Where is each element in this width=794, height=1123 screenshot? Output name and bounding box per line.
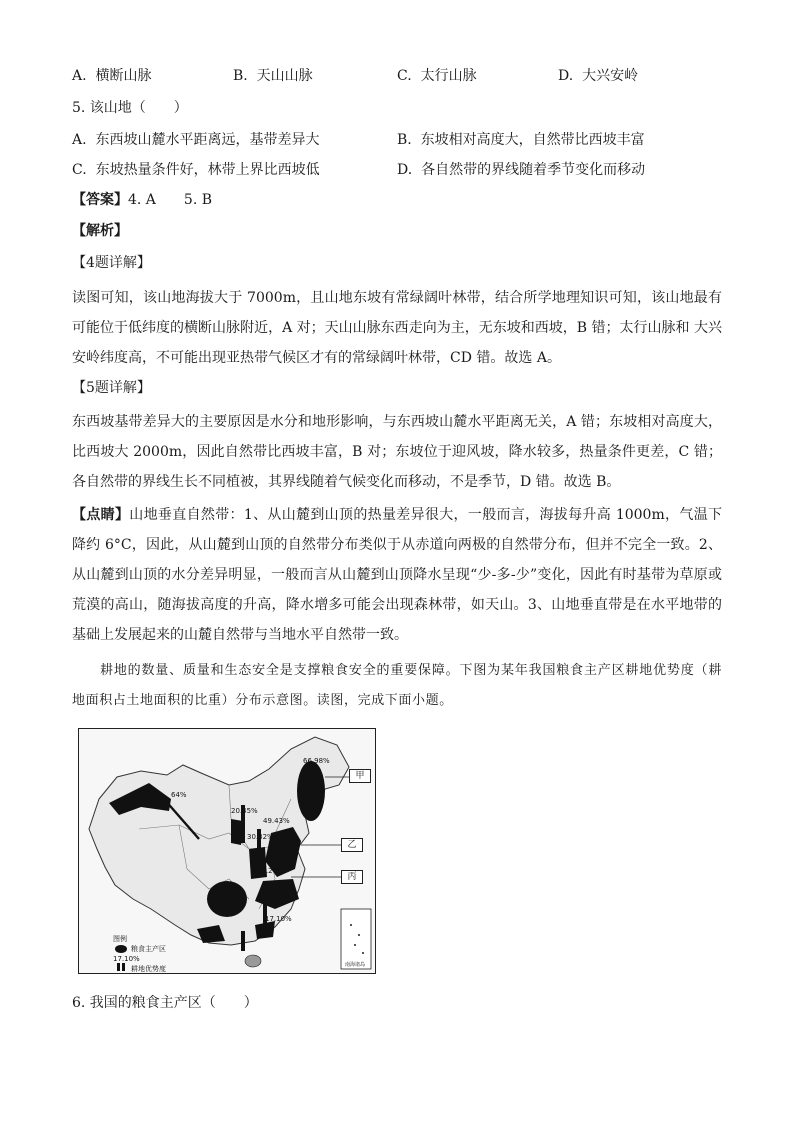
pct-label-3: 66.98% [303, 757, 330, 765]
region-sichuan [207, 881, 247, 917]
q5-stem: 5. 该山地（ ） [72, 100, 188, 116]
q4-option-c: C. 太行山脉 [397, 68, 477, 84]
legend-item-value: 17.10% [113, 955, 140, 963]
pointer-tag: 【点睛】 [72, 507, 130, 523]
south-china-sea-inset [341, 909, 371, 969]
pointer-text: 山地垂直自然带：1、从山麓到山顶的热量差异很大，一般而言，海拔每升高 1000m，气温下降约 6°C，因此，从山麓到山顶的自然带分布类似于从赤道向两极的自然带分布，但并不完全一致。2、从山麓到山顶的水分差异明显，一般而言从山麓到山顶降水呈现“少-多-少”变化，因此有时基带为草原或荒漠的高山，随海拔高度的升高，降水增多可能会出现森林带，如天山。3、山地垂直带是在水平地带的基础上发展起来的山麓自然带与当地水平自然带一致。 [72, 507, 723, 643]
detail5-text: 东西坡基带差异大的主要原因是水分和地形影响，与东西坡山麓水平距离无关，A 错；东坡相对高度大，比西坡大 2000m，因此自然带比西坡丰富，B 对；东坡位于迎风坡，降水较多，热量条件更差，C 错；各自然带的界线生长不同植被，其界线随着气候变化而移动，不是季节，D 错。故选 B。 [72, 414, 722, 490]
legend-item-region: 粮食主产区 [131, 945, 166, 953]
inset-label: 南海诸岛 [345, 962, 366, 968]
answer-line [72, 190, 212, 210]
hainan-island [245, 955, 261, 967]
region-label-bing: 丙 [341, 870, 363, 884]
detail4-text: 读图可知，该山地海拔大于 7000m，且山地东坡有常绿阔叶林带，结合所学地理知识可知，该山地最有可能位于低纬度的横断山脉附近，A 对；天山山脉东西走向为主，无东坡和西坡，B 错；太行山脉和 大兴安岭纬度高，不可能出现亚热带气候区才有的常绿阔叶林带，CD 错。故选 A。 [72, 290, 722, 366]
pct-label-7: 17.10% [265, 915, 292, 923]
pct-label-4: 49.43% [263, 817, 290, 825]
pct-label-1: 64% [171, 791, 187, 799]
legend-title: 图例 [113, 935, 127, 943]
region-northeast [297, 761, 325, 821]
analysis-heading: 【解析】 [72, 223, 128, 239]
q5-option-c: C. 东坡热量条件好，林带上界比西坡低 [72, 162, 320, 178]
detail4-heading: 【4题详解】 [72, 255, 151, 271]
pct-label-2: 20.45% [231, 807, 258, 815]
region-label-yi: 乙 [341, 838, 363, 852]
q4-option-d: D. 大兴安岭 [558, 68, 639, 84]
china-farmland-map [78, 728, 376, 974]
q5-option-a: A. 东西坡山麓水平距离远，基带差异大 [72, 132, 320, 148]
q4-option-b: B. 天山山脉 [233, 68, 313, 84]
detail5-heading: 【5题详解】 [72, 380, 151, 396]
q5-option-d: D. 各自然带的界线随着季节变化而移动 [397, 162, 646, 178]
material-intro: 耕地的数量、质量和生态安全是支撑粮食安全的重要保障。下图为某年我国粮食主产区耕地优势度（耕地面积占土地面积的比重）分布示意图。读图，完成下面小题。 [72, 663, 722, 708]
pointer-paragraph [72, 500, 722, 650]
bar-4 [241, 931, 245, 951]
legend-item-bar: 耕地优势度 [131, 965, 166, 973]
q5-option-b: B. 东坡相对高度大，自然带比西坡丰富 [397, 132, 645, 148]
legend-swatch-region [115, 945, 127, 953]
q6-stem: 6. 我国的粮食主产区（ ） [72, 995, 258, 1011]
pct-label-5: 30.32% [247, 833, 274, 841]
answer-text: 4. A 5. B [128, 192, 213, 208]
legend-swatch-bar [117, 963, 120, 971]
q4-option-a: A. 横断山脉 [72, 68, 152, 84]
region-label-jia: 甲 [349, 769, 371, 783]
pct-label-6: 56.27% [257, 867, 284, 875]
bar-3 [263, 889, 267, 933]
answer-tag: 【答案】 [72, 192, 128, 208]
